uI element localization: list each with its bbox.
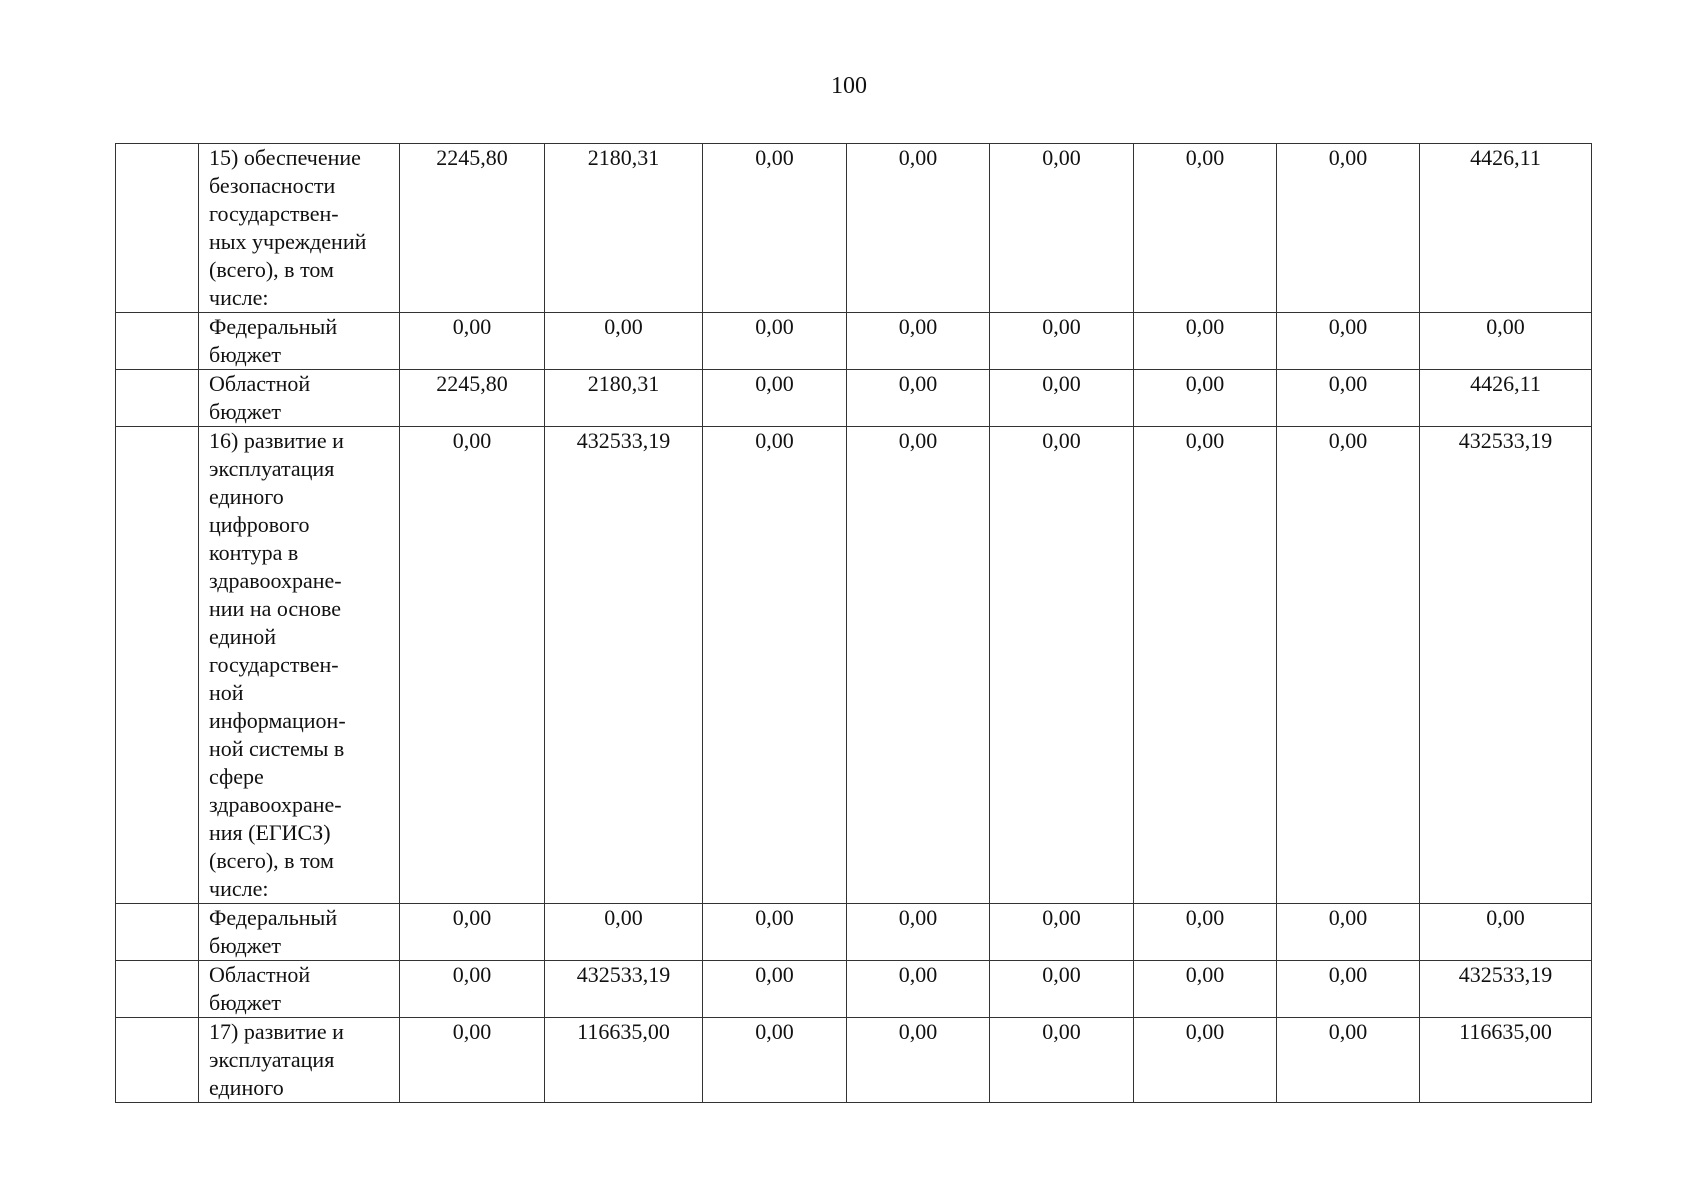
row-index-cell [116,370,199,427]
table-body [116,144,1592,1103]
value-cell: 0,00 [400,1018,545,1103]
table-row [116,313,1592,370]
value-cell: 116635,00 [1420,1018,1592,1103]
row-name-cell [199,904,400,961]
row-name-line: бюджет [209,990,281,1015]
value-cell: 0,00 [990,1018,1134,1103]
row-name-line: эксплуатация [209,456,335,481]
value-cell: 2245,80 [400,144,545,313]
value-cell: 0,00 [1277,370,1420,427]
value-cell: 0,00 [1134,144,1277,313]
table-row [116,961,1592,1018]
row-index-cell [116,144,199,313]
row-name-line: числе: [209,285,269,310]
row-index-cell [116,961,199,1018]
row-name-line: 17) развитие и [209,1019,344,1044]
value-cell: 432533,19 [545,961,703,1018]
table-row [116,1018,1592,1103]
value-cell: 0,00 [990,144,1134,313]
value-cell: 0,00 [1277,313,1420,370]
row-name-line: 15) обеспечение [209,145,361,170]
table-row [116,427,1592,904]
budget-table [115,143,1592,1103]
row-name-line: здравоохране- [209,792,342,817]
row-name-line: государствен- [209,201,339,226]
row-name-line: (всего), в том [209,848,334,873]
value-cell: 0,00 [1134,961,1277,1018]
row-name-line: единой [209,624,276,649]
row-name-line: цифрового [209,512,310,537]
value-cell: 0,00 [703,427,847,904]
row-name-cell [199,144,400,313]
value-cell: 0,00 [1277,1018,1420,1103]
row-name-line: (всего), в том [209,257,334,282]
row-name-cell [199,313,400,370]
value-cell: 0,00 [400,904,545,961]
row-name-line: Федеральный [209,905,338,930]
value-cell: 0,00 [703,1018,847,1103]
value-cell: 0,00 [847,961,990,1018]
value-cell: 0,00 [400,427,545,904]
value-cell: 4426,11 [1420,144,1592,313]
value-cell: 0,00 [847,904,990,961]
value-cell: 0,00 [990,313,1134,370]
value-cell: 0,00 [1134,904,1277,961]
value-cell: 0,00 [1420,904,1592,961]
value-cell: 0,00 [400,313,545,370]
value-cell: 0,00 [703,904,847,961]
row-name-line: контура в [209,540,299,565]
row-index-cell [116,904,199,961]
row-name-line: единого [209,484,284,509]
value-cell: 2245,80 [400,370,545,427]
value-cell: 0,00 [990,961,1134,1018]
row-index-cell [116,313,199,370]
value-cell: 2180,31 [545,144,703,313]
row-name-line: Федеральный [209,314,338,339]
value-cell: 0,00 [847,1018,990,1103]
row-name-line: нии на основе [209,596,341,621]
row-name-line: эксплуатация [209,1047,335,1072]
row-name-line: ной [209,680,244,705]
value-cell: 432533,19 [1420,961,1592,1018]
row-name-line: Областной [209,371,311,396]
row-name-cell [199,961,400,1018]
row-name-line: ния (ЕГИСЗ) [209,820,331,845]
value-cell: 0,00 [1277,904,1420,961]
value-cell: 0,00 [400,961,545,1018]
row-name-line: сфере [209,764,264,789]
value-cell: 0,00 [847,313,990,370]
value-cell: 0,00 [545,313,703,370]
value-cell: 0,00 [703,313,847,370]
value-cell: 0,00 [847,144,990,313]
row-name-cell [199,427,400,904]
row-name-line: здравоохране- [209,568,342,593]
row-name-line: бюджет [209,342,281,367]
table-row [116,904,1592,961]
value-cell: 0,00 [703,370,847,427]
value-cell: 0,00 [1277,144,1420,313]
table-row [116,144,1592,313]
row-name-line: государствен- [209,652,339,677]
value-cell: 0,00 [703,961,847,1018]
table-row [116,370,1592,427]
value-cell: 432533,19 [1420,427,1592,904]
row-name-line: ных учреждений [209,229,367,254]
value-cell: 0,00 [847,370,990,427]
row-name-line: числе: [209,876,269,901]
value-cell: 0,00 [1420,313,1592,370]
value-cell: 0,00 [1134,313,1277,370]
row-index-cell [116,427,199,904]
value-cell: 0,00 [1134,1018,1277,1103]
value-cell: 0,00 [990,427,1134,904]
row-index-cell [116,1018,199,1103]
value-cell: 2180,31 [545,370,703,427]
value-cell: 0,00 [990,370,1134,427]
value-cell: 0,00 [1277,961,1420,1018]
row-name-line: информацион- [209,708,346,733]
value-cell: 0,00 [990,904,1134,961]
value-cell: 0,00 [545,904,703,961]
row-name-line: единого [209,1075,284,1100]
row-name-cell [199,370,400,427]
value-cell: 0,00 [1134,370,1277,427]
row-name-cell [199,1018,400,1103]
value-cell: 0,00 [847,427,990,904]
row-name-line: ной системы в [209,736,345,761]
row-name-line: бюджет [209,933,281,958]
value-cell: 432533,19 [545,427,703,904]
value-cell: 0,00 [703,144,847,313]
value-cell: 4426,11 [1420,370,1592,427]
row-name-line: Областной [209,962,311,987]
page-number: 100 [831,73,867,99]
value-cell: 116635,00 [545,1018,703,1103]
row-name-line: безопасности [209,173,336,198]
value-cell: 0,00 [1134,427,1277,904]
row-name-line: 16) развитие и [209,428,344,453]
row-name-line: бюджет [209,399,281,424]
value-cell: 0,00 [1277,427,1420,904]
